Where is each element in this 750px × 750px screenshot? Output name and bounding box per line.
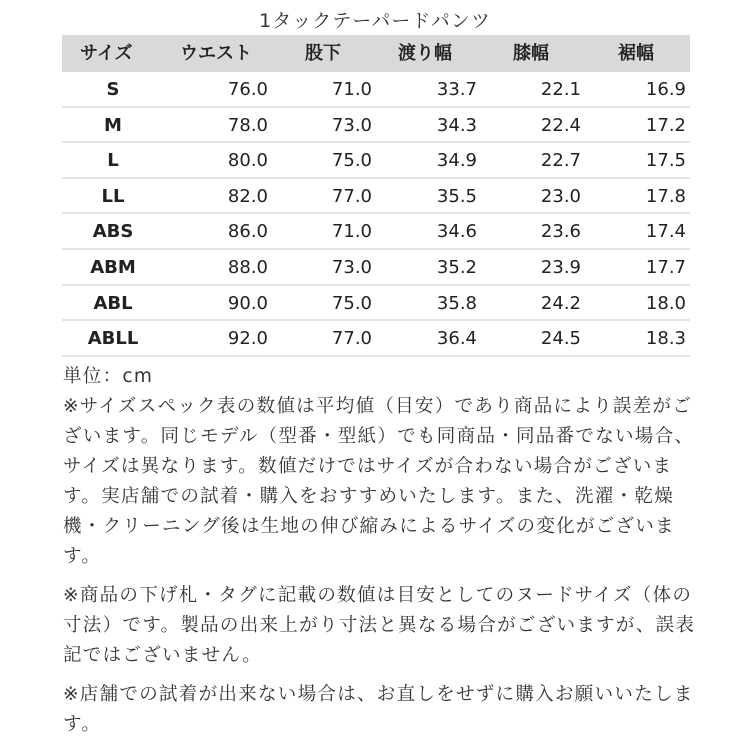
cell-waist: 76.0 [227, 79, 268, 100]
cell-knee: 23.0 [540, 185, 581, 207]
cell-knee: 23.9 [540, 256, 581, 278]
cell-inseam: 75.0 [331, 150, 372, 172]
table-row [62, 72, 690, 108]
table-row [62, 143, 690, 179]
cell-waist: 90.0 [227, 292, 268, 314]
cell-hem: 16.9 [645, 79, 686, 100]
cell-size: L [107, 150, 119, 172]
cell-hem: 18.0 [645, 292, 686, 314]
cell-waist: 78.0 [227, 114, 268, 136]
cell-inseam: 71.0 [331, 79, 372, 100]
table-header [62, 35, 690, 72]
note-line: 単位：cm [63, 366, 154, 387]
cell-size: ABL [93, 292, 133, 314]
cell-waist: 88.0 [227, 256, 268, 278]
table-row [62, 286, 690, 322]
cell-thigh: 36.4 [436, 328, 477, 350]
header-waist: ウエスト [180, 43, 252, 64]
cell-inseam: 77.0 [331, 185, 372, 207]
size-table [62, 35, 690, 357]
header-hem: 裾幅 [618, 43, 654, 64]
table-row [62, 250, 690, 286]
header-knee: 膝幅 [513, 43, 549, 64]
cell-knee: 22.1 [540, 79, 581, 100]
size-notes [63, 362, 703, 749]
cell-knee: 22.4 [540, 114, 581, 136]
cell-inseam: 73.0 [331, 114, 372, 136]
cell-thigh: 34.3 [436, 114, 477, 136]
cell-inseam: 71.0 [331, 221, 372, 243]
note-paragraph [63, 581, 703, 671]
table-row [62, 179, 690, 215]
note-line: ざいます。同じモデル（型番・型紙）でも同商品・同品番でない場合、 [63, 426, 695, 447]
table-row [62, 321, 690, 357]
cell-waist: 82.0 [227, 185, 268, 207]
header-size: サイズ [80, 43, 133, 64]
note-line: 機・クリーニング後は生地の伸び縮みによるサイズの変化がございま [63, 516, 675, 537]
note-line: す。 [63, 714, 102, 735]
header-thigh: 渡り幅 [398, 43, 452, 64]
cell-thigh: 33.7 [436, 79, 477, 100]
cell-size: M [104, 114, 122, 136]
note-line: ※サイズスペック表の数値は平均値（目安）であり商品により誤差がご [63, 396, 693, 417]
note-line: ※店舗での試着が出来ない場合は、お直しをせずに購入お願いいたしま [63, 684, 694, 705]
cell-thigh: 34.6 [436, 221, 477, 243]
cell-inseam: 77.0 [331, 328, 372, 350]
note-line: す。実店舗での試着・購入をおすすめいたします。また、洗濯・乾燥 [63, 486, 675, 507]
table-row [62, 214, 690, 250]
cell-hem: 17.8 [645, 185, 686, 207]
cell-size: LL [101, 185, 125, 207]
note-line: す。 [63, 546, 102, 567]
cell-waist: 92.0 [227, 328, 268, 350]
cell-size: ABM [90, 256, 136, 278]
cell-waist: 86.0 [227, 221, 268, 243]
cell-size: ABS [92, 221, 134, 243]
note-paragraph [63, 680, 703, 740]
product-title: 1タックテーパードパンツ [259, 10, 491, 32]
cell-thigh: 34.9 [436, 150, 477, 172]
cell-knee: 24.2 [540, 292, 581, 314]
note-line: 寸法）です。製品の出来上がり寸法と異なる場合がございますが、誤表 [63, 615, 696, 636]
cell-inseam: 75.0 [331, 292, 372, 314]
cell-inseam: 73.0 [331, 256, 372, 278]
header-inseam: 股下 [305, 43, 341, 64]
cell-hem: 17.7 [645, 256, 686, 278]
cell-thigh: 35.2 [436, 256, 477, 278]
cell-hem: 17.5 [645, 150, 686, 172]
note-line: ※商品の下げ札・タグに記載の数値は目安としてのヌードサイズ（体の [63, 585, 693, 606]
cell-thigh: 35.5 [436, 185, 477, 207]
note-line: サイズは異なります。数値だけではサイズが合わない場合がございま [63, 456, 673, 477]
cell-waist: 80.0 [227, 150, 268, 172]
table-row [62, 108, 690, 144]
cell-hem: 17.2 [645, 114, 686, 136]
note-paragraph [63, 362, 703, 572]
cell-size: S [106, 79, 120, 100]
note-line: 記ではございません。 [63, 645, 263, 666]
cell-size: ABLL [87, 328, 139, 350]
cell-hem: 17.4 [645, 221, 686, 243]
cell-knee: 22.7 [540, 150, 581, 172]
cell-knee: 23.6 [540, 221, 581, 243]
cell-knee: 24.5 [540, 328, 581, 350]
cell-thigh: 35.8 [436, 292, 477, 314]
cell-hem: 18.3 [645, 328, 686, 350]
